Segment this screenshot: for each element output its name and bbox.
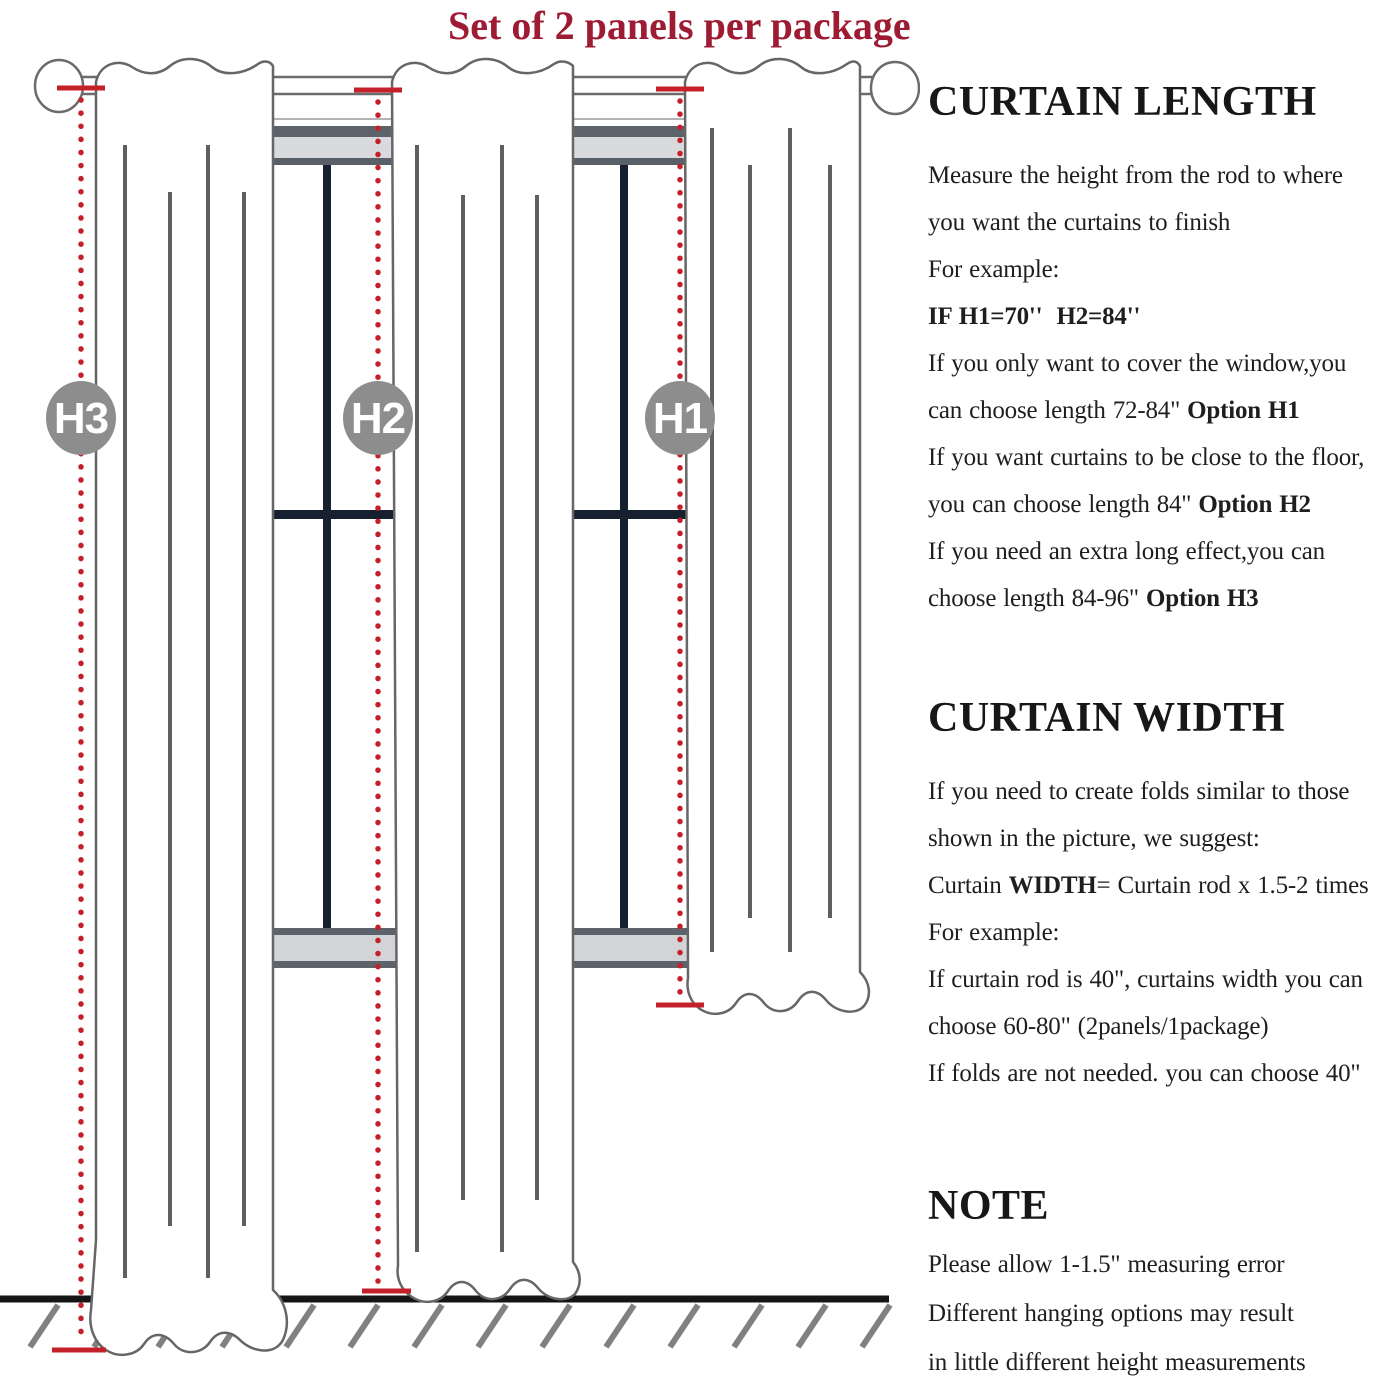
text-line: in little different height measurements [928,1349,1306,1376]
text-line: shown in the picture, we suggest: [928,825,1260,852]
text-line: If you want curtains to be close to the floor, [928,444,1365,471]
window-crossbar [266,510,399,519]
rod-finial-right [871,62,919,114]
curtain-width-text [928,768,1399,1097]
window-right [561,119,698,968]
marker-h1 [645,381,715,455]
window-mullion [620,165,628,928]
text-line: IF H1=70'' H2=84'' [928,303,1141,330]
text-line: Curtain WIDTH= Curtain rod x 1.5-2 times [928,872,1369,899]
text-line: If you need to create folds similar to those [928,778,1350,805]
marker-h2 [343,381,413,455]
text-line: can choose length 72-84" Option H1 [928,397,1300,424]
note-heading: NOTE [928,1183,1050,1229]
curtain-panel-h2 [392,59,580,1302]
text-line: If folds are not needed. you can choose 40" [928,1060,1361,1087]
text-line: you want the curtains to finish [928,209,1231,236]
marker-h3 [46,381,116,455]
marker-h1-label: H1 [652,394,708,443]
text-line: Different hanging options may result [928,1300,1294,1327]
window-crossbar [563,510,696,519]
text-line: Please allow 1-1.5" measuring error [928,1251,1285,1278]
text-line: If you need an extra long effect,you can [928,538,1325,565]
text-line: If you only want to cover the window,you [928,350,1347,377]
text-line: If curtain rod is 40", curtains width you can [928,966,1363,993]
curtain-width-heading: CURTAIN WIDTH [928,695,1286,741]
window-mullion [323,165,331,928]
text-line: For example: [928,256,1060,283]
page-title: Set of 2 panels per package [448,3,911,48]
curtain-panel-h3 [90,59,287,1355]
text-line: choose 60-80" (2panels/1package) [928,1013,1269,1040]
curtain-length-text [928,152,1399,622]
text-line: For example: [928,919,1060,946]
text-line: you can choose length 84" Option H2 [928,491,1311,518]
note-text [928,1240,1399,1382]
marker-h2-label: H2 [350,394,406,443]
text-line: choose length 84-96" Option H3 [928,585,1259,612]
text-line: Measure the height from the rod to where [928,162,1343,189]
curtain-length-heading: CURTAIN LENGTH [928,79,1317,125]
marker-h3-label: H3 [53,394,109,443]
